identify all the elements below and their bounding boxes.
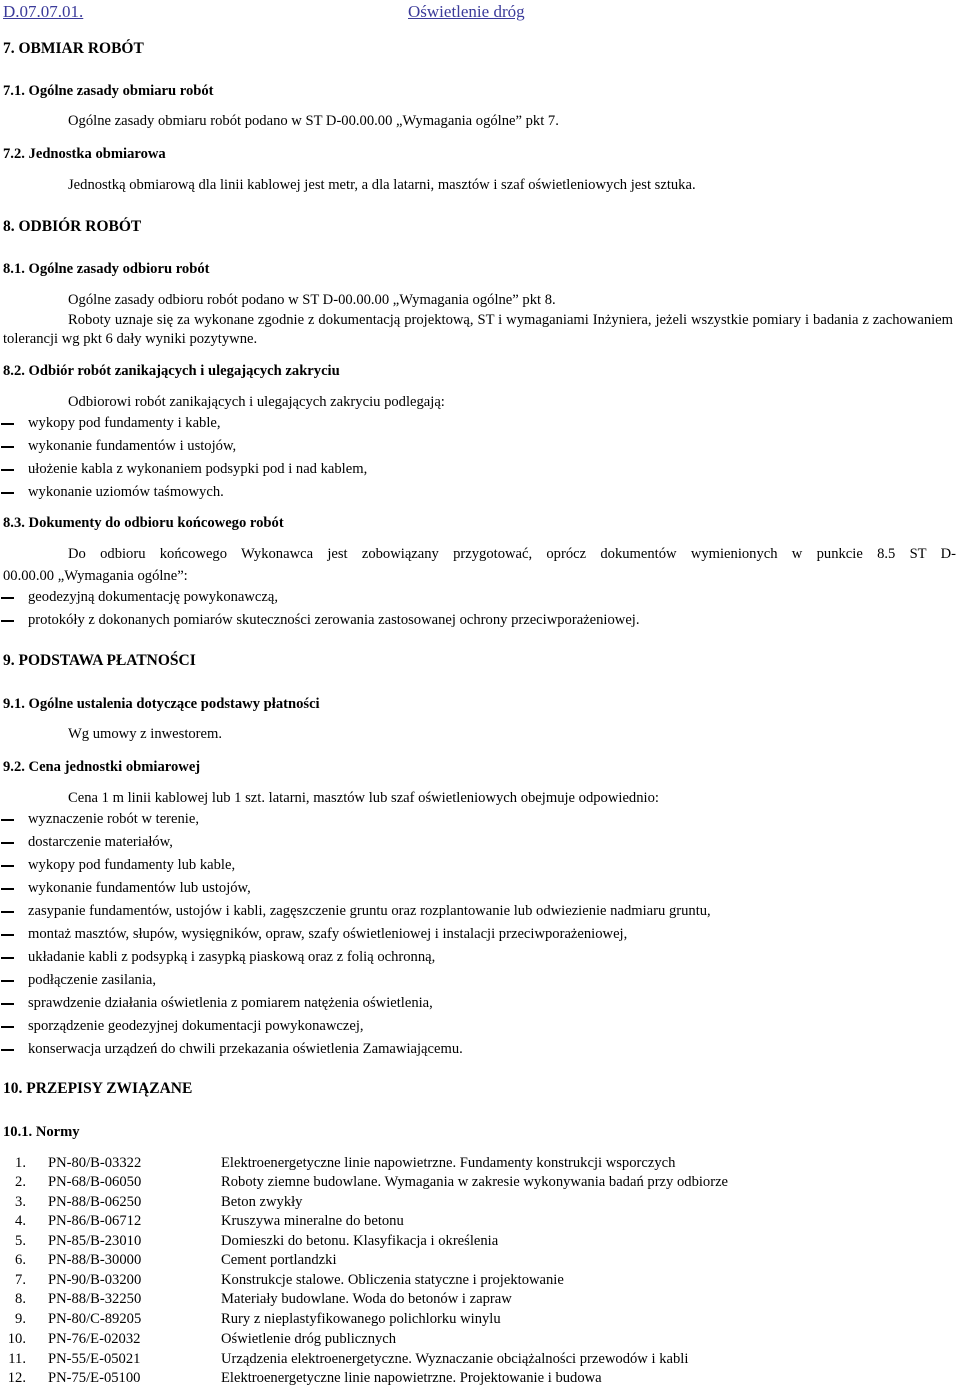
list-item: montaż masztów, słupów, wysięgników, opraw, szafy oświetleniowej i instalacji przeciwporażeniowej, (28, 926, 628, 942)
dash-bullet (1, 980, 14, 982)
section-10-heading: 10. PRZEPISY ZWIĄZANE (3, 1080, 193, 1097)
norm-code: PN-75/E-05100 (48, 1370, 141, 1386)
section-7-2-heading: 7.2. Jednostka obmiarowa (3, 146, 166, 162)
norm-number: 6. (15, 1252, 26, 1268)
dash-bullet (1, 446, 14, 448)
list-item: geodezyjną dokumentację powykonawczą, (28, 589, 279, 605)
dash-bullet (1, 934, 14, 936)
section-8-2-intro: Odbiorowi robót zanikających i ulegających zakryciu podlegają: (68, 394, 445, 410)
section-8-3-intro-line2: 00.00.00 „Wymagania ogólne”: (3, 568, 188, 584)
norm-title: Cement portlandzki (221, 1252, 337, 1268)
norm-code: PN-80/B-03322 (48, 1155, 142, 1171)
section-7-2-text: Jednostką obmiarową dla linii kablowej jest metr, a dla latarni, masztów i szaf oświetleniowych jest sztuka. (68, 177, 696, 193)
norm-code: PN-88/B-06250 (48, 1194, 142, 1210)
dash-bullet (1, 1026, 14, 1028)
norm-number: 7. (15, 1272, 26, 1288)
list-item: ułożenie kabla z wykonaniem podsypki pod i nad kablem, (28, 461, 368, 477)
dash-bullet (1, 423, 14, 425)
list-item: wykopy pod fundamenty lub kable, (28, 857, 236, 873)
dash-bullet (1, 911, 14, 913)
dash-bullet (1, 469, 14, 471)
list-item: protokóły z dokonanych pomiarów skuteczności zerowania zastosowanej ochrony przeciwporażeniowej. (28, 612, 640, 628)
norm-number: 2. (15, 1174, 26, 1190)
section-9-2-intro: Cena 1 m linii kablowej lub 1 szt. latarni, masztów lub szaf oświetleniowych obejmuje odpowiednio: (68, 790, 659, 806)
list-item: zasypanie fundamentów, ustojów i kabli, zagęszczenie gruntu oraz rozplantowanie lub odwiezienie nadmiaru gruntu, (28, 903, 711, 919)
dash-bullet (1, 620, 14, 622)
norm-title: Urządzenia elektroenergetyczne. Wyznaczanie obciążalności przewodów i kabli (221, 1351, 689, 1367)
dash-bullet (1, 1049, 14, 1051)
norm-number: 3. (15, 1194, 26, 1210)
dash-bullet (1, 865, 14, 867)
list-item: dostarczenie materiałów, (28, 834, 173, 850)
list-item: podłączenie zasilania, (28, 972, 157, 988)
list-item: wykopy pod fundamenty i kable, (28, 415, 221, 431)
norm-title: Materiały budowlane. Woda do betonów i zapraw (221, 1291, 512, 1307)
norm-number: 10. (7, 1331, 26, 1347)
norm-code: PN-76/E-02032 (48, 1331, 141, 1347)
list-item: sporządzenie geodezyjnej dokumentacji powykonawczej, (28, 1018, 364, 1034)
norm-code: PN-68/B-06050 (48, 1174, 142, 1190)
list-item: wykonanie uziomów taśmowych. (28, 484, 224, 500)
section-7-1-text: Ogólne zasady obmiaru robót podano w ST D-00.00.00 „Wymagania ogólne” pkt 7. (68, 113, 559, 129)
dash-bullet (1, 842, 14, 844)
list-item: sprawdzenie działania oświetlenia z pomiarem natężenia oświetlenia, (28, 995, 433, 1011)
section-10-1-heading: 10.1. Normy (3, 1124, 80, 1140)
dash-bullet (1, 1003, 14, 1005)
norm-title: Rury z nieplastyfikowanego polichlorku winylu (221, 1311, 501, 1327)
norm-title: Domieszki do betonu. Klasyfikacja i określenia (221, 1233, 499, 1249)
norm-number: 12. (7, 1370, 26, 1386)
section-8-2-heading: 8.2. Odbiór robót zanikających i ulegających zakryciu (3, 363, 340, 379)
norm-code: PN-86/B-06712 (48, 1213, 142, 1229)
list-item: wykonanie fundamentów i ustojów, (28, 438, 237, 454)
doc-title: Oświetlenie dróg (408, 2, 525, 21)
section-8-1-heading: 8.1. Ogólne zasady odbioru robót (3, 261, 210, 277)
norm-title: Beton zwykły (221, 1194, 303, 1210)
section-9-heading: 9. PODSTAWA PŁATNOŚCI (3, 652, 196, 669)
dash-bullet (1, 888, 14, 890)
doc-code: D.07.07.01. (3, 2, 84, 21)
norm-code: PN-88/B-32250 (48, 1291, 142, 1307)
norm-code: PN-88/B-30000 (48, 1252, 142, 1268)
norm-title: Elektroenergetyczne linie napowietrzne. Fundamenty konstrukcji wsporczych (221, 1155, 676, 1171)
norm-number: 5. (15, 1233, 26, 1249)
norm-code: PN-80/C-89205 (48, 1311, 142, 1327)
dash-bullet (1, 597, 14, 599)
norm-title: Konstrukcje stalowe. Obliczenia statyczne i projektowanie (221, 1272, 564, 1288)
norm-title: Kruszywa mineralne do betonu (221, 1213, 404, 1229)
norm-code: PN-90/B-03200 (48, 1272, 142, 1288)
norm-title: Roboty ziemne budowlane. Wymagania w zakresie wykonywania badań przy odbiorze (221, 1174, 729, 1190)
norm-number: 11. (8, 1351, 26, 1367)
norm-title: Oświetlenie dróg publicznych (221, 1331, 397, 1347)
section-8-1-text: Ogólne zasady odbioru robót podano w ST D-00.00.00 „Wymagania ogólne” pkt 8. (68, 292, 556, 308)
section-8-3-heading: 8.3. Dokumenty do odbioru końcowego robót (3, 515, 284, 531)
section-8-3-intro-line1: Do odbioru końcowego Wykonawca jest zobowiązany przygotować, oprócz dokumentów wymienionych w punkcie 8.5 ST D- (68, 546, 956, 562)
list-item: wykonanie fundamentów lub ustojów, (28, 880, 251, 896)
section-9-1-heading: 9.1. Ogólne ustalenia dotyczące podstawy płatności (3, 696, 320, 712)
section-9-2-heading: 9.2. Cena jednostki obmiarowej (3, 759, 201, 775)
norm-code: PN-55/E-05021 (48, 1351, 141, 1367)
norm-number: 1. (15, 1155, 26, 1171)
norm-title: Elektroenergetyczne linie napowietrzne. Projektowanie i budowa (221, 1370, 602, 1386)
list-item: wyznaczenie robót w terenie, (28, 811, 199, 827)
dash-bullet (1, 819, 14, 821)
section-8-1-paragraph: Roboty uznaje się za wykonane zgodnie z dokumentacją projektową, ST i wymaganiami Inżyniera, jeżeli wszystkie pomiary i badania z zachowaniem tolerancji wg pkt 6 dały wyniki pozytywne. (3, 312, 953, 347)
dash-bullet (1, 492, 14, 494)
norm-code: PN-85/B-23010 (48, 1233, 142, 1249)
section-8-heading: 8. ODBIÓR ROBÓT (3, 218, 142, 235)
section-9-1-text: Wg umowy z inwestorem. (68, 726, 223, 742)
dash-bullet (1, 957, 14, 959)
norm-number: 4. (15, 1213, 26, 1229)
list-item: układanie kabli z podsypką i zasypką piaskową oraz z folią ochronną, (28, 949, 436, 965)
norm-number: 9. (15, 1311, 26, 1327)
section-7-heading: 7. OBMIAR ROBÓT (3, 40, 144, 57)
section-7-1-heading: 7.1. Ogólne zasady obmiaru robót (3, 83, 214, 99)
list-item: konserwacja urządzeń do chwili przekazania oświetlenia Zamawiającemu. (28, 1041, 463, 1057)
norm-number: 8. (15, 1291, 26, 1307)
